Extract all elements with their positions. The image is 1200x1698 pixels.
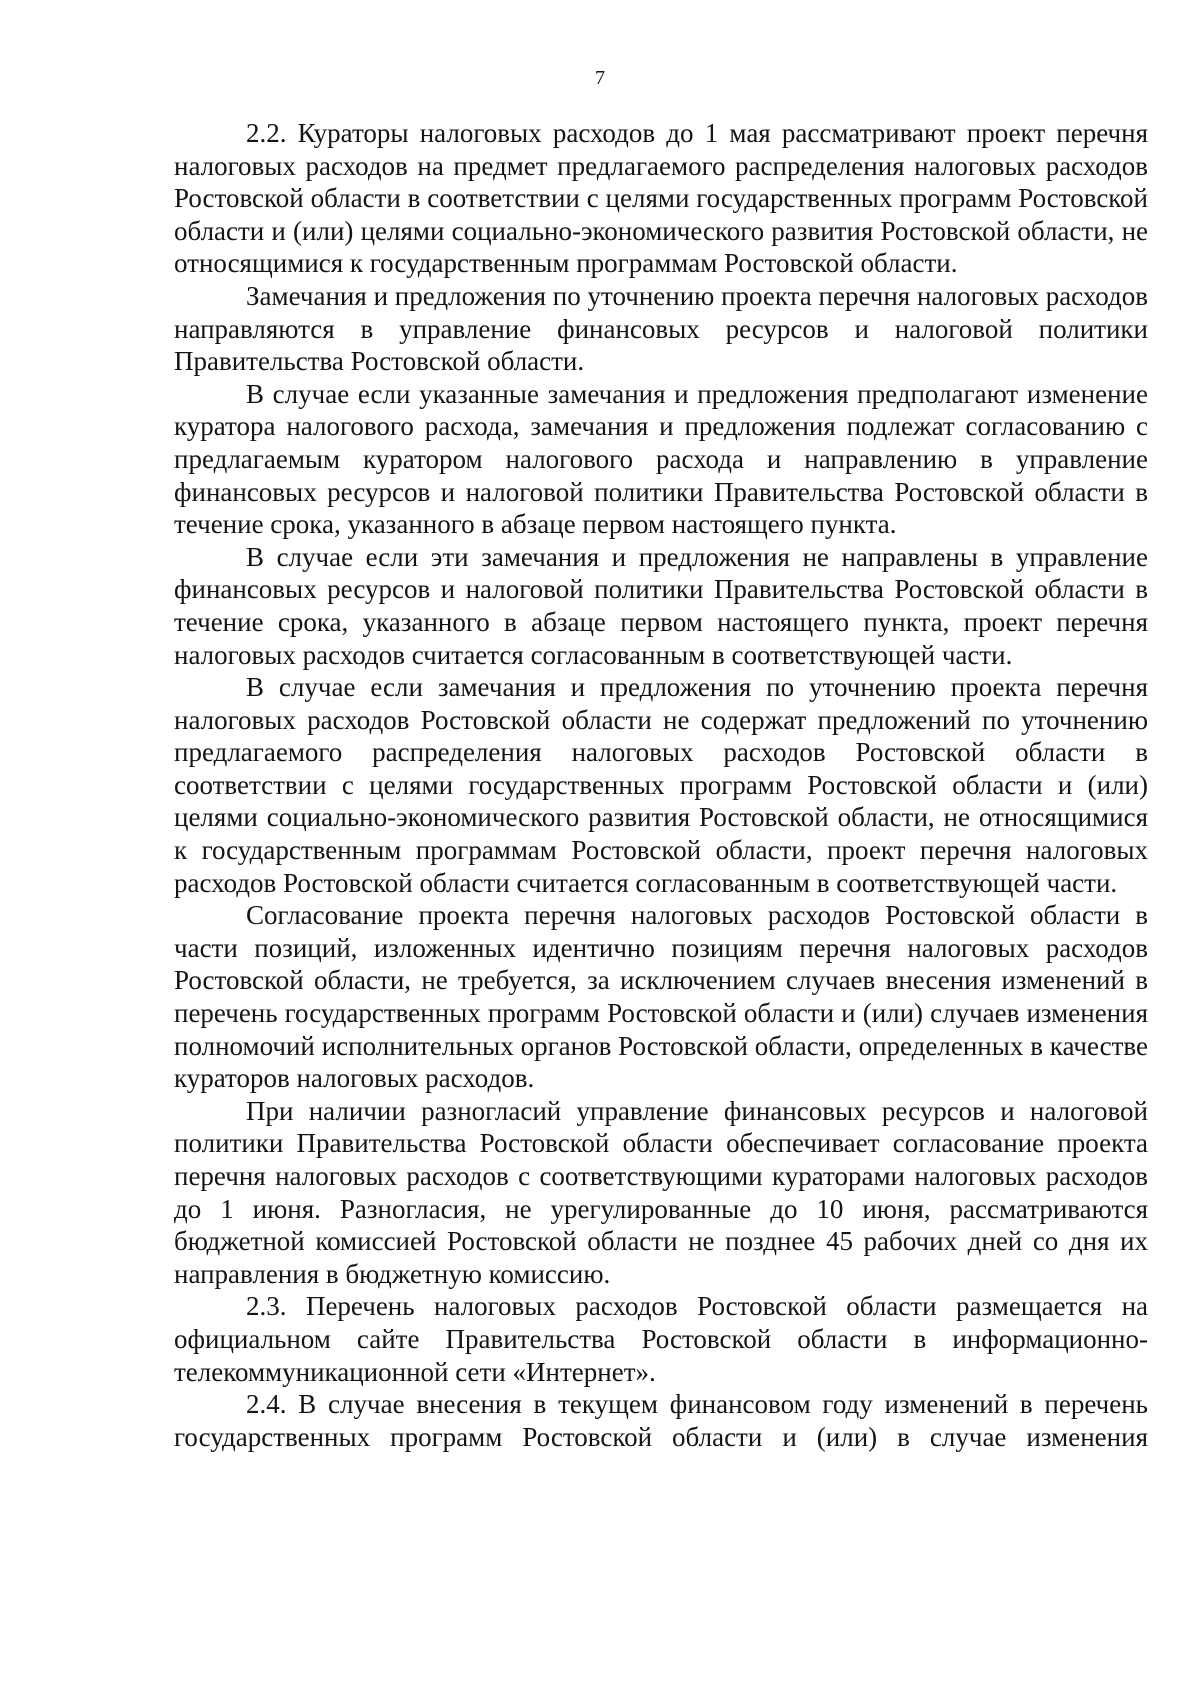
paragraph-2-2: 2.2. Кураторы налоговых расходов до 1 мая рассматривают проект перечня налоговых расходов на предмет предлагаемого распределения налоговых расходов Ростовской области в соответствии с целями государственных программ Ростовской области и (или) целями социально-экономического развития Ростовской области, не относящимися к государственным программам Ростовской области. xyxy=(174,118,1148,279)
page-number: 7 xyxy=(595,67,605,89)
paragraph-remarks-direction: Замечания и предложения по уточнению проекта перечня налоговых расходов направляются в управление финансовых ресурсов и налоговой политики Правительства Ростовской области. xyxy=(174,280,1148,377)
paragraph-curator-change: В случае если указанные замечания и предложения предполагают изменение куратора налогового расхода, замечания и предложения подлежат согласованию с предлагаемым куратором налогового расхода и направлению в управление финансовых ресурсов и налоговой политики Правительства Ростовской области в течение срока, указанного в абзаце первом настоящего пункта. xyxy=(174,378,1148,540)
document-body xyxy=(174,117,1148,1453)
paragraph-not-sent: В случае если эти замечания и предложения не направлены в управление финансовых ресурсов и налоговой политики Правительства Ростовской области в течение срока, указанного в абзаце первом настоящего пункта, проект перечня налоговых расходов считается согласованным в соответствующей части. xyxy=(174,541,1148,670)
paragraph-2-4: 2.4. В случае внесения в текущем финансовом году изменений в перечень государственных программ Ростовской области и (или) в случае изменения xyxy=(174,1389,1148,1452)
paragraph-no-proposals: В случае если замечания и предложения по уточнению проекта перечня налоговых расходов Ростовской области не содержат предложений по уточнению предлагаемого распределения налоговых расходов Ростовской области в соответствии с целями государственных программ Ростовской области и (или) целями социально-экономического развития Ростовской области, не относящимися к государственным программам Ростовской области, проект перечня налоговых расходов Ростовской области считается согласованным в соответствующей части. xyxy=(174,672,1148,898)
paragraph-approval-not-required: Согласование проекта перечня налоговых расходов Ростовской области в части позиций, изложенных идентично позициям перечня налоговых расходов Ростовской области, не требуется, за исключением случаев внесения изменений в перечень государственных программ Ростовской области и (или) случаев изменения полномочий исполнительных органов Ростовской области, определенных в качестве кураторов налоговых расходов. xyxy=(174,900,1148,1094)
paragraph-2-3: 2.3. Перечень налоговых расходов Ростовской области размещается на официальном сайте Правительства Ростовской области в информационно-телекоммуникационной сети «Интернет». xyxy=(174,1291,1148,1387)
paragraph-disagreements: При наличии разногласий управление финансовых ресурсов и налоговой политики Правительства Ростовской области обеспечивает согласование проекта перечня налоговых расходов с соответствующими кураторами налоговых расходов до 1 июня. Разногласия, не урегулированные до 10 июня, рассматриваются бюджетной комиссией Ростовской области не позднее 45 рабочих дней со дня их направления в бюджетную комиссию. xyxy=(174,1095,1148,1289)
